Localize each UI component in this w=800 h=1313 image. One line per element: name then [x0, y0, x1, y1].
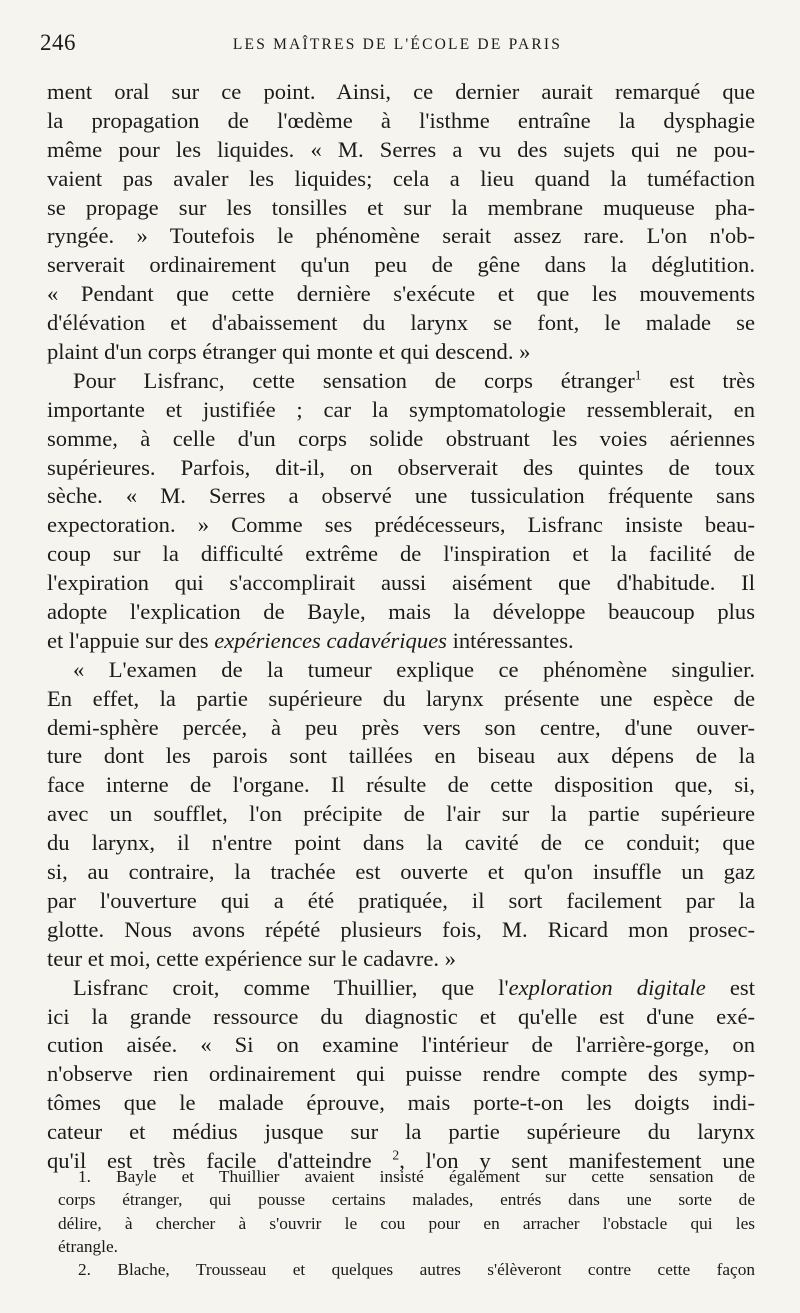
text-line: « Pendant que cette dernière s'exécute et que les mouvements: [47, 281, 755, 307]
text-line: ryngée. » Toutefois le phénomène serait assez rare. L'on n'ob-: [47, 223, 755, 249]
line-text-tail: est très: [641, 367, 755, 393]
text-line: adopte l'explication de Bayle, mais la développe beaucoup plus: [47, 599, 755, 625]
text-line: par l'ouverture qui a été pratiquée, il sort facilement par la: [47, 887, 755, 913]
footnote-line: corps étranger, qui pousse certains malades, entrés dans une sorte de: [58, 1190, 755, 1210]
italic-phrase: expériences cadavériques: [214, 627, 447, 653]
line-text: Lisfranc croit, comme Thuillier, que l': [73, 974, 509, 1000]
text-line: [47, 974, 755, 1003]
text-line: d'élévation et d'abaissement du larynx se font, le malade se: [47, 310, 755, 336]
text-line: somme, à celle d'un corps solide obstruant les voies aériennes: [47, 425, 755, 451]
line-text: qu'il est très facile d'atteindre: [47, 1147, 372, 1173]
text-line: si, au contraire, la trachée est ouverte et qu'on insuffle un gaz: [47, 859, 755, 885]
text-line: se propage sur les tonsilles et sur la membrane muqueuse pha-: [47, 194, 755, 220]
main-text: [47, 78, 755, 1176]
footnote-line: 2. Blache, Trousseau et quelques autres s'élèveront contre cette façon: [78, 1260, 755, 1280]
page-header: [40, 30, 755, 60]
text-line: [47, 367, 755, 396]
text-line: ment oral sur ce point. Ainsi, ce dernier aurait remarqué que: [47, 79, 755, 104]
footnote-ref-1: 1: [634, 367, 642, 383]
text-line: importante et justifiée ; car la symptomatologie ressemblerait, en: [47, 396, 755, 422]
text-line: plaint d'un corps étranger qui monte et qui descend. »: [47, 339, 531, 365]
footnote-ref-2: 2: [392, 1147, 400, 1163]
text-line: coup sur la difficulté extrême de l'inspiration et la facilité de: [47, 541, 755, 567]
text-line: En effet, la partie supérieure du larynx présente une espèce de: [47, 685, 755, 711]
text-line: n'observe rien ordinairement qui puisse rendre compte des symp-: [47, 1061, 755, 1087]
footnote-line: 1. Bayle et Thuillier avaient insisté également sur cette sensation de: [78, 1167, 755, 1186]
italic-phrase: exploration digitale: [508, 974, 706, 1000]
text-line: tômes que le malade éprouve, mais porte-t-on les doigts indi-: [47, 1090, 755, 1116]
footnotes: [58, 1165, 755, 1281]
text-line: sèche. « M. Serres a observé une tussiculation fréquente sans: [47, 483, 755, 509]
text-line: vaient pas avaler les liquides; cela a lieu quand la tuméfaction: [47, 165, 755, 191]
text-line: l'expiration qui s'accomplirait aussi aisément que d'habitude. Il: [47, 570, 755, 596]
text-line: expectoration. » Comme ses prédécesseurs, Lisfranc insiste beau-: [47, 512, 755, 538]
text-line: ici la grande ressource du diagnostic et qu'elle est d'une exé-: [47, 1003, 755, 1029]
line-text-tail: , l'on y sent manifestement une: [399, 1147, 755, 1173]
text-line: serverait ordinairement qu'un peu de gêne dans la déglutition.: [47, 252, 755, 278]
text-line: ture dont les parois sont taillées en biseau aux dépens de la: [47, 743, 755, 769]
running-title: LES MAÎTRES DE L'ÉCOLE DE PARIS: [232, 36, 563, 53]
line-text-tail: intéressantes.: [446, 627, 574, 653]
line-text: et l'appuie sur des: [47, 627, 209, 653]
text-line: cution aisée. « Si on examine l'intérieur de l'arrière-gorge, on: [47, 1032, 755, 1058]
text-line: cateur et médius jusque sur la partie supérieure du larynx: [47, 1119, 755, 1145]
text-line: [47, 627, 755, 656]
text-line: supérieures. Parfois, dit-il, on observerait des quintes de toux: [47, 454, 755, 480]
text-line: glotte. Nous avons répété plusieurs fois, M. Ricard mon prosec-: [47, 916, 755, 942]
text-line: même pour les liquides. « M. Serres a vu des sujets qui ne pou-: [47, 136, 755, 162]
text-line: « L'examen de la tumeur explique ce phénomène singulier.: [73, 656, 755, 682]
line-text-tail: est: [705, 974, 755, 1000]
footnote-line: étrangle.: [58, 1236, 118, 1256]
text-line: avec un soufflet, l'on précipite de l'air sur la partie supérieure: [47, 801, 755, 827]
text-line: face interne de l'organe. Il résulte de cette disposition que, si,: [47, 772, 755, 798]
text-line: demi-sphère percée, à peu près vers son centre, d'une ouver-: [47, 714, 755, 740]
footnote-line: délire, à chercher à s'ouvrir le cou pour en arracher l'obstacle qui les: [58, 1213, 755, 1233]
text-line: teur et moi, cette expérience sur le cadavre. »: [47, 945, 456, 971]
page-number: 246: [40, 30, 76, 55]
text-line: la propagation de l'œdème à l'isthme entraîne la dysphagie: [47, 107, 755, 133]
line-text: Pour Lisfranc, cette sensation de corps étranger: [73, 367, 635, 393]
text-line: du larynx, il n'entre point dans la cavité de ce conduit; que: [47, 830, 755, 856]
